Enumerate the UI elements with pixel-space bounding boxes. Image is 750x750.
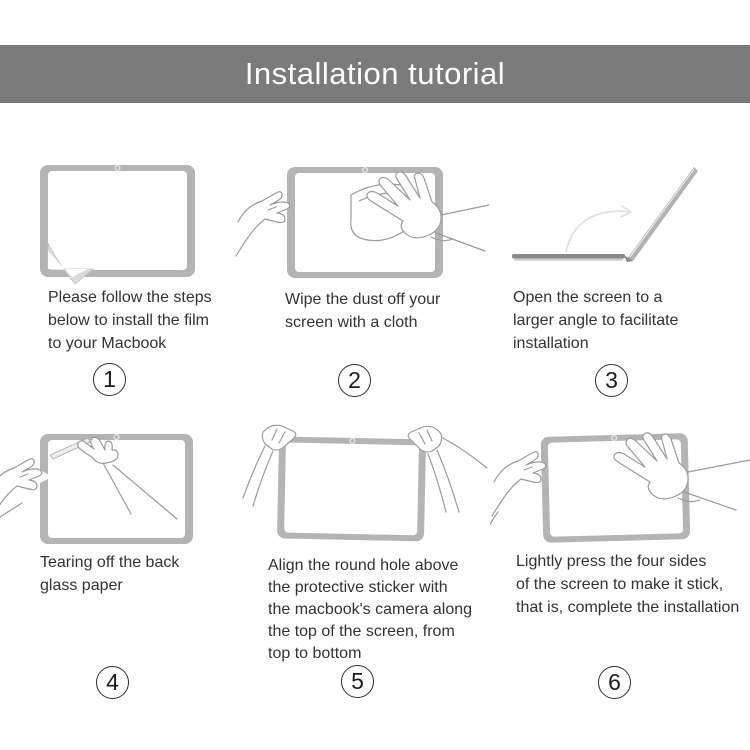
- step1-illustration: [15, 158, 225, 293]
- step6-illustration: [490, 420, 750, 570]
- step4-caption: [40, 551, 179, 597]
- caption-line: the top of the screen, from: [268, 623, 455, 640]
- caption-line: Align the round hole above: [268, 557, 459, 574]
- hand-holding-edge-icon: [236, 192, 290, 256]
- step-number-badge: [96, 666, 129, 699]
- caption-line: Tearing off the back: [40, 554, 180, 571]
- hand-holding-edge-icon: [0, 459, 42, 523]
- page-title: Installation tutorial: [244, 55, 506, 91]
- caption-line: to your Macbook: [48, 335, 167, 352]
- step5-illustration: [235, 420, 490, 570]
- step-number: 4: [106, 669, 119, 695]
- step-number: 5: [351, 668, 364, 694]
- step2-illustration: [235, 155, 495, 295]
- laptop-side-icon: [512, 167, 698, 262]
- step-number-badge: [341, 665, 374, 698]
- caption-line: the macbook's camera along: [268, 601, 473, 618]
- caption-line: screen with a cloth: [285, 314, 418, 331]
- step4-illustration: [0, 425, 235, 560]
- step-number-badge: [595, 364, 628, 397]
- caption-line: Wipe the dust off your: [285, 291, 441, 308]
- caption-line: Please follow the steps: [48, 289, 212, 306]
- step-number-badge: [338, 364, 371, 397]
- caption-line: the protective sticker with: [268, 579, 448, 596]
- caption-line: Open the screen to a: [513, 289, 663, 306]
- step-number: 6: [608, 669, 621, 695]
- caption-line: glass paper: [40, 577, 123, 594]
- caption-line: installation: [513, 335, 589, 352]
- step6-caption: [516, 550, 739, 619]
- hand-holding-edge-icon: [490, 452, 546, 528]
- caption-line: top to bottom: [268, 645, 362, 662]
- step-number-badge: [598, 666, 631, 699]
- caption-line: Lightly press the four sides: [516, 553, 707, 570]
- step5-caption: [268, 555, 472, 665]
- step3-caption: [513, 286, 678, 355]
- step-number: 2: [348, 367, 361, 393]
- step-number-badge: [93, 363, 126, 396]
- display-frame-icon: [40, 165, 195, 277]
- caption-line: below to install the film: [48, 312, 209, 329]
- step-number: 3: [605, 367, 618, 393]
- caption-line: larger angle to facilitate: [513, 312, 679, 329]
- banner: [0, 45, 750, 103]
- step3-illustration: [490, 155, 740, 290]
- caption-line: that is, complete the installation: [516, 599, 740, 616]
- step2-caption: [285, 288, 440, 334]
- step-number: 1: [103, 366, 116, 392]
- display-frame-icon: [277, 436, 426, 541]
- step1-caption: [48, 286, 212, 355]
- caption-line: of the screen to make it stick,: [516, 576, 724, 593]
